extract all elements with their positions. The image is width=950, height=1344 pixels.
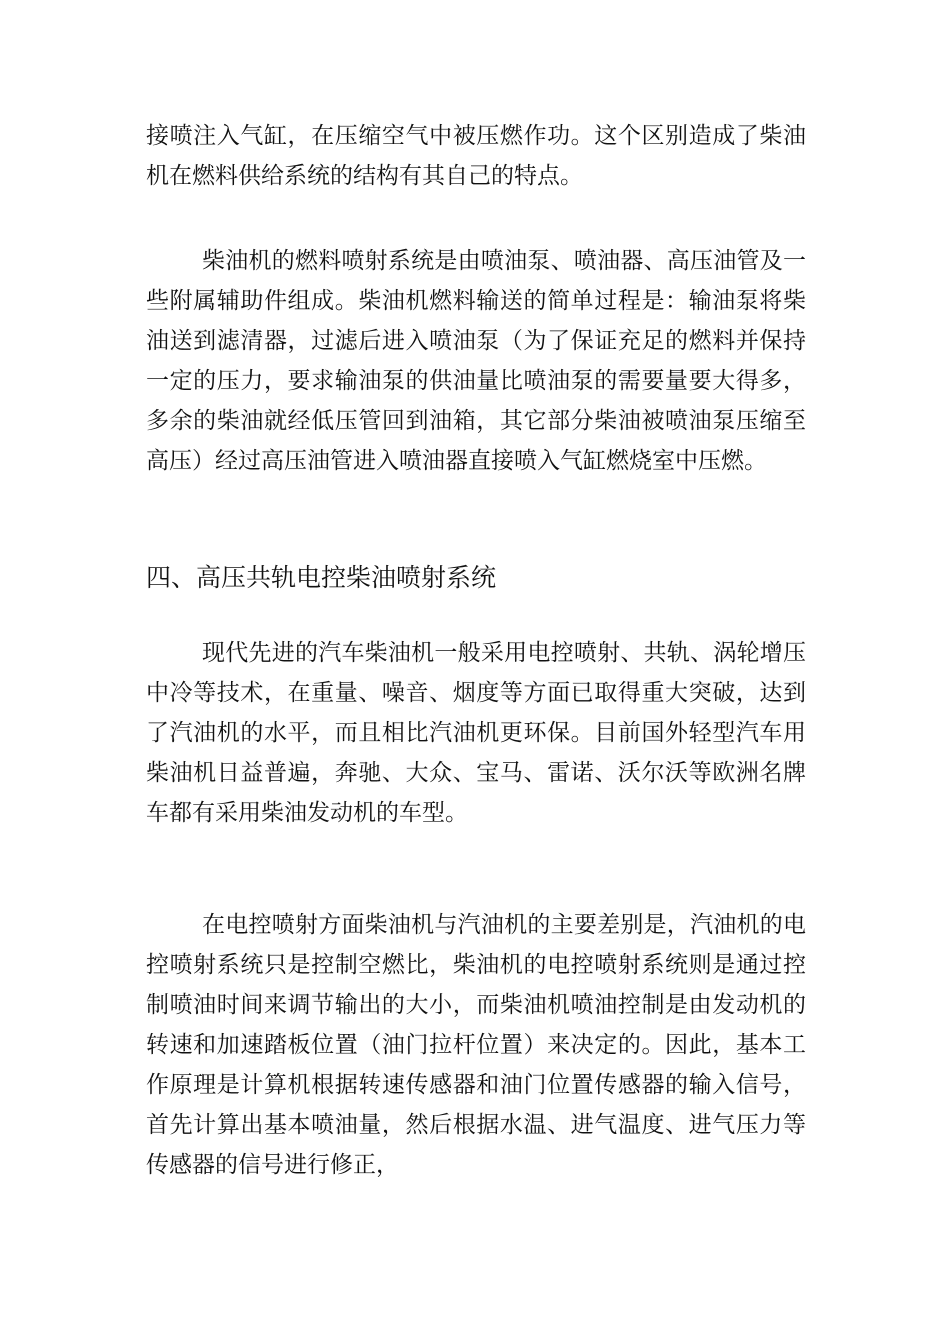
paragraph-fuel-injection-system: 柴油机的燃料喷射系统是由喷油泵、喷油器、高压油管及一些附属辅助件组成。柴油机燃料输送的简单过程是：输油泵将柴油送到滤清器，过滤后进入喷油泵（为了保证充足的燃料并保持一定的压力，要求输油泵的供油量比喷油泵的需要量要大得多，多余的柴油就经低压管回到油箱，其它部分柴油被喷油泵压缩至高压）经过高压油管进入喷油器直接喷入气缸燃烧室中压燃。 — [146, 248, 806, 474]
section-heading: 四、高压共轨电控柴油喷射系统 — [146, 563, 497, 592]
paragraph-electronic-control: 在电控喷射方面柴油机与汽油机的主要差别是，汽油机的电控喷射系统只是控制空燃比，柴油机的电控喷射系统则是通过控制喷油时间来调节输出的大小，而柴油机喷油控制是由发动机的转速和加速踏板位置（油门拉杆位置）来决定的。因此，基本工作原理是计算机根据转速传感器和油门位置传感器的输入信号，首先计算出基本喷油量，然后根据水温、进气温度、进气压力等传感器的信号进行修正， — [146, 912, 806, 1178]
paragraph-continuation: 接喷注入气缸，在压缩空气中被压燃作功。这个区别造成了柴油机在燃料供给系统的结构有其自己的特点。 — [146, 123, 806, 189]
paragraph-modern-diesel: 现代先进的汽车柴油机一般采用电控喷射、共轨、涡轮增压中冷等技术，在重量、噪音、烟度等方面已取得重大突破，达到了汽油机的水平，而且相比汽油机更环保。目前国外轻型汽车用柴油机日益普遍，奔驰、大众、宝马、雷诺、沃尔沃等欧洲名牌车都有采用柴油发动机的车型。 — [146, 640, 806, 826]
